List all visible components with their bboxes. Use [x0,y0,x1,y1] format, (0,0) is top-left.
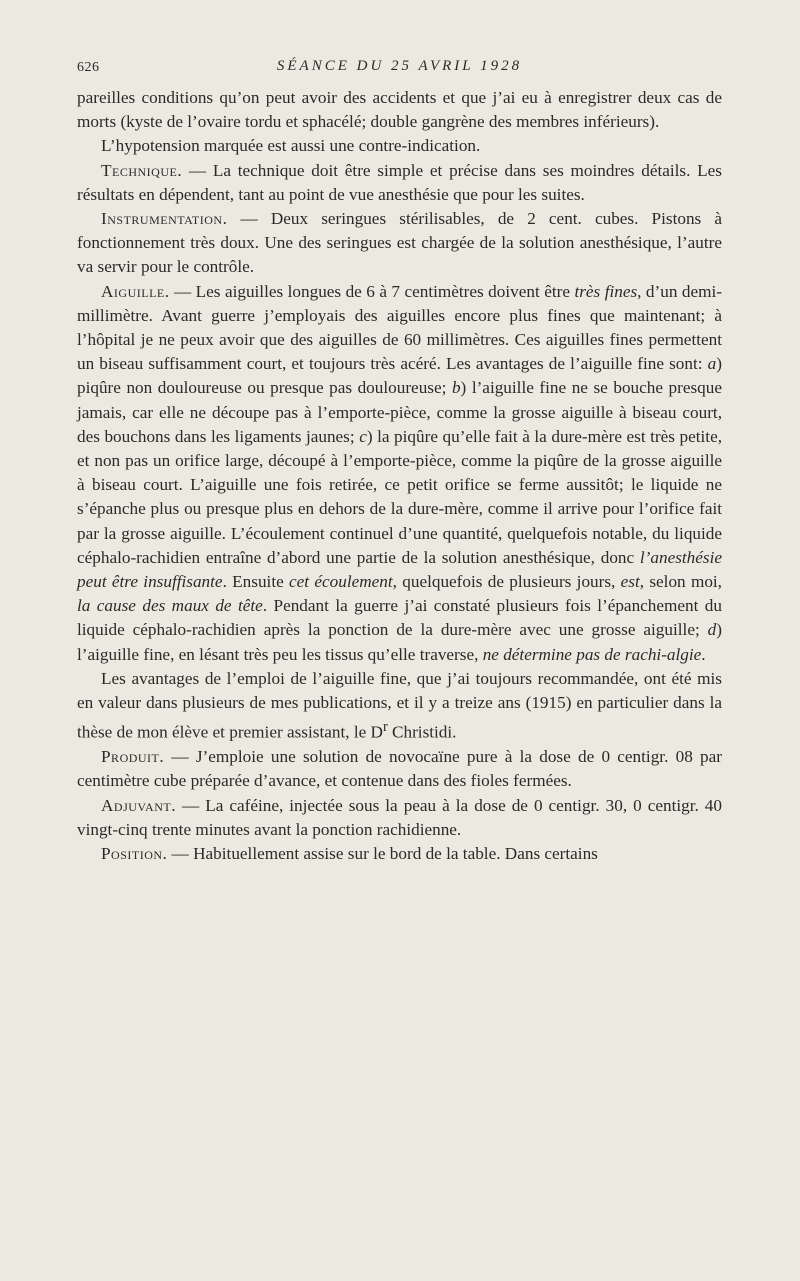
page-number: 626 [77,60,100,75]
section-position: Position. — Habituellement assise sur le bord de la table. Dans certains [101,844,598,864]
section-heading: Aiguille. [101,281,170,301]
section-technique: Technique. — La technique doit être simple et précise dans ses moindres détails. Les résultats en dépendent, tant au point de vue anesthésie que pour les suites. [77,160,722,204]
paragraph-continuation: pareilles conditions qu’on peut avoir des accidents et que j’ai eu à enregistrer deux cas de morts (kyste de l’ovaire tordu et sphacélé; double gangrène des membres inférieurs). [77,88,722,132]
section-adjuvant: Adjuvant. — La caféine, injectée sous la peau à la dose de 0 centigr. 30, 0 centigr. 40 vingt-cinq trente minutes avant la ponction rachidienne. [77,795,722,839]
page-header [77,52,722,82]
section-aiguille: Aiguille. — Les aiguilles longues de 6 à 7 centimètres doivent être très fines, d’un demi-millimètre. Avant guerre j’employais des aiguilles encore plus fines que maintenant; à l’hôpital je ne peux avoir que des aiguilles de 60 millimètres. Ces aiguilles fines permettent un biseau suffisamment court, et toujours très acéré. Les avantages de l’aiguille fine sont: a) piqûre non douloureuse ou presque pas douloureuse; b) l’aiguille fine ne se bouche presque jamais, car elle ne découpe pas à l’emporte-pièce, comme la grosse aiguille à biseau court, des bouchons dans les ligaments jaunes; c) la piqûre qu’elle fait à la dure-mère est très petite, et non pas un orifice large, découpé à l’emporte-pièce, comme la piqûre de la grosse aiguille à biseau court. L’aiguille une fois retirée, ce petit orifice se ferme aussitôt; le liquide ne s’épanche plus ou presque plus en dehors de la dure-mère, comme il arrive pour l’orifice fait par la grosse aiguille. L’écoulement continuel d’une quantité, quelquefois notable, du liquide céphalo-rachidien entraîne d’abord une partie de la solution anesthésique, donc l’anesthésie peut être insuffisante. Ensuite cet écoulement, quelquefois de plusieurs jours, est, selon moi, la cause des maux de tête. Pendant la guerre j’ai constaté plusieurs fois l’épanchement du liquide céphalo-rachidien après la ponction de la dure-mère avec une grosse aiguille; d) l’aiguille fine, en lésant très peu les tissus qu’elle traverse, ne détermine pas de rachi-algie. [77,281,722,664]
running-title: SÉANCE DU 25 AVRIL 1928 [276,58,523,74]
section-heading: Produit. [101,747,165,767]
section-heading: Technique. [101,160,183,180]
section-produit: Produit. — J’emploie une solution de novocaïne pure à la dose de 0 centigr. 08 par centimètre cube préparée d’avance, et contenue dans des fioles fermées. [77,747,722,791]
section-heading: Adjuvant. [101,795,176,815]
body-text [77,86,722,866]
paragraph-hypotension: L’hypotension marquée est aussi une contre-indication. [101,136,481,156]
section-instrumentation: Instrumentation. — Deux seringues stérilisables, de 2 cent. cubes. Pistons à fonctionnement très doux. Une des seringues est chargée de la solution anesthésique, l’autre va servir pour le contrôle. [77,209,722,277]
section-heading: Position. [101,844,168,864]
paragraph-avantages: Les avantages de l’emploi de l’aiguille fine, que j’ai toujours recommandée, ont été mis en valeur dans plusieurs de mes publications, et il y a treize ans (1915) en particulier dans la thèse de mon élève et premier assistant, le $D^r$ Christidi. [77,668,722,743]
section-heading: Instrumentation. [101,209,228,229]
